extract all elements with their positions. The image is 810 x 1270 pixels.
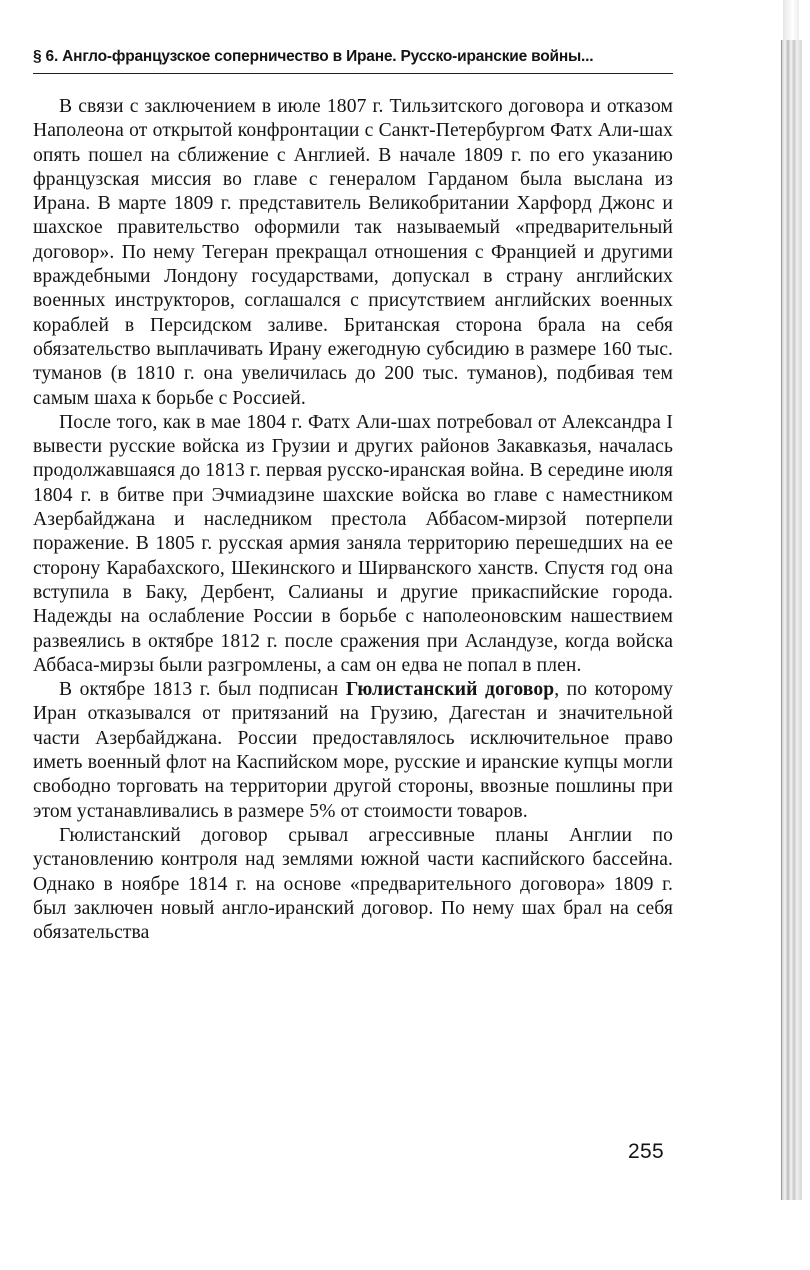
running-header: § 6. Англо-французское соперничество в Иране. Русско-иранские войны... bbox=[33, 48, 594, 65]
book-binding-edge bbox=[781, 40, 802, 1200]
paragraph-2: После того, как в мае 1804 г. Фатх Али-шах потребовал от Александра I вывести русские войска из Грузии и других районов Закавказья, началась продолжавшаяся до 1813 г. первая русско-иранская война. В середине июля 1804 г. в битве при Эчмиадзине шахские войска во главе с наместником Азербайджана и наследником престола Аббасом-мирзой потерпели поражение. В 1805 г. русская армия заняла территорию перешедших на ее сторону Карабахского, Шекинского и Ширванского ханств. Спустя год она вступила в Баку, Дербент, Салианы и другие прикаспийские города. Надежды на ослабление России в борьбе с наполеоновским нашествием развеялись в октябре 1812 г. после сражения при Асландузе, когда войска Аббаса-мирзы были разгромлены, а сам он едва не попал в плен. bbox=[33, 411, 673, 676]
header-rule bbox=[33, 73, 673, 74]
paragraph-1: В связи с заключением в июле 1807 г. Тильзитского договора и отказом Наполеона от открытой конфронтации с Санкт-Петербургом Фатх Али-шах опять пошел на сближение с Англией. В начале 1809 г. по его указанию французская миссия во главе с генералом Гарданом была выслана из Ирана. В марте 1809 г. представитель Великобритании Харфорд Джонс и шахское правительство оформили так называемый «предварительный договор». По нему Тегеран прекращал отношения с Францией и другими враждебными Лондону государствами, допускал в страну английских военных инструкторов, соглашался с присутствием английских военных кораблей в Персидском заливе. Британская сторона брала на себя обязательство выплачивать Ирану ежегодную субсидию в размере 160 тыс. туманов (в 1810 г. она увеличилась до 200 тыс. туманов), подбивая тем самым шаха к борьбе с Россией. bbox=[33, 96, 673, 409]
paragraph-3 bbox=[33, 678, 673, 824]
paragraph-4: Гюлистанский договор срывал агрессивные планы Англии по установлению контроля над землями южной части каспийского бассейна. Однако в ноябре 1814 г. на основе «предварительного договора» 1809 г. был заключен новый англо-иранский договор. По нему шах брал на себя обязательства bbox=[33, 824, 673, 944]
paragraph-3-rest: , по которому Иран отказывался от притязаний на Грузию, Дагестан и значительной части Азербайджана. России предоставлялось исключительное право иметь военный флот на Каспийском море, русские и иранские купцы могли свободно торговать на территории другой стороны, ввозные пошлины при этом устанавливались в размере 5% от стоимости товаров. bbox=[33, 679, 674, 822]
paragraph-3-lead: В октябре 1813 г. был подписан bbox=[59, 679, 346, 701]
body-text bbox=[33, 95, 673, 945]
page-number: 255 bbox=[628, 1140, 664, 1163]
treaty-term: Гюлистанский договор bbox=[345, 679, 555, 701]
book-binding-edge-top bbox=[783, 0, 799, 40]
